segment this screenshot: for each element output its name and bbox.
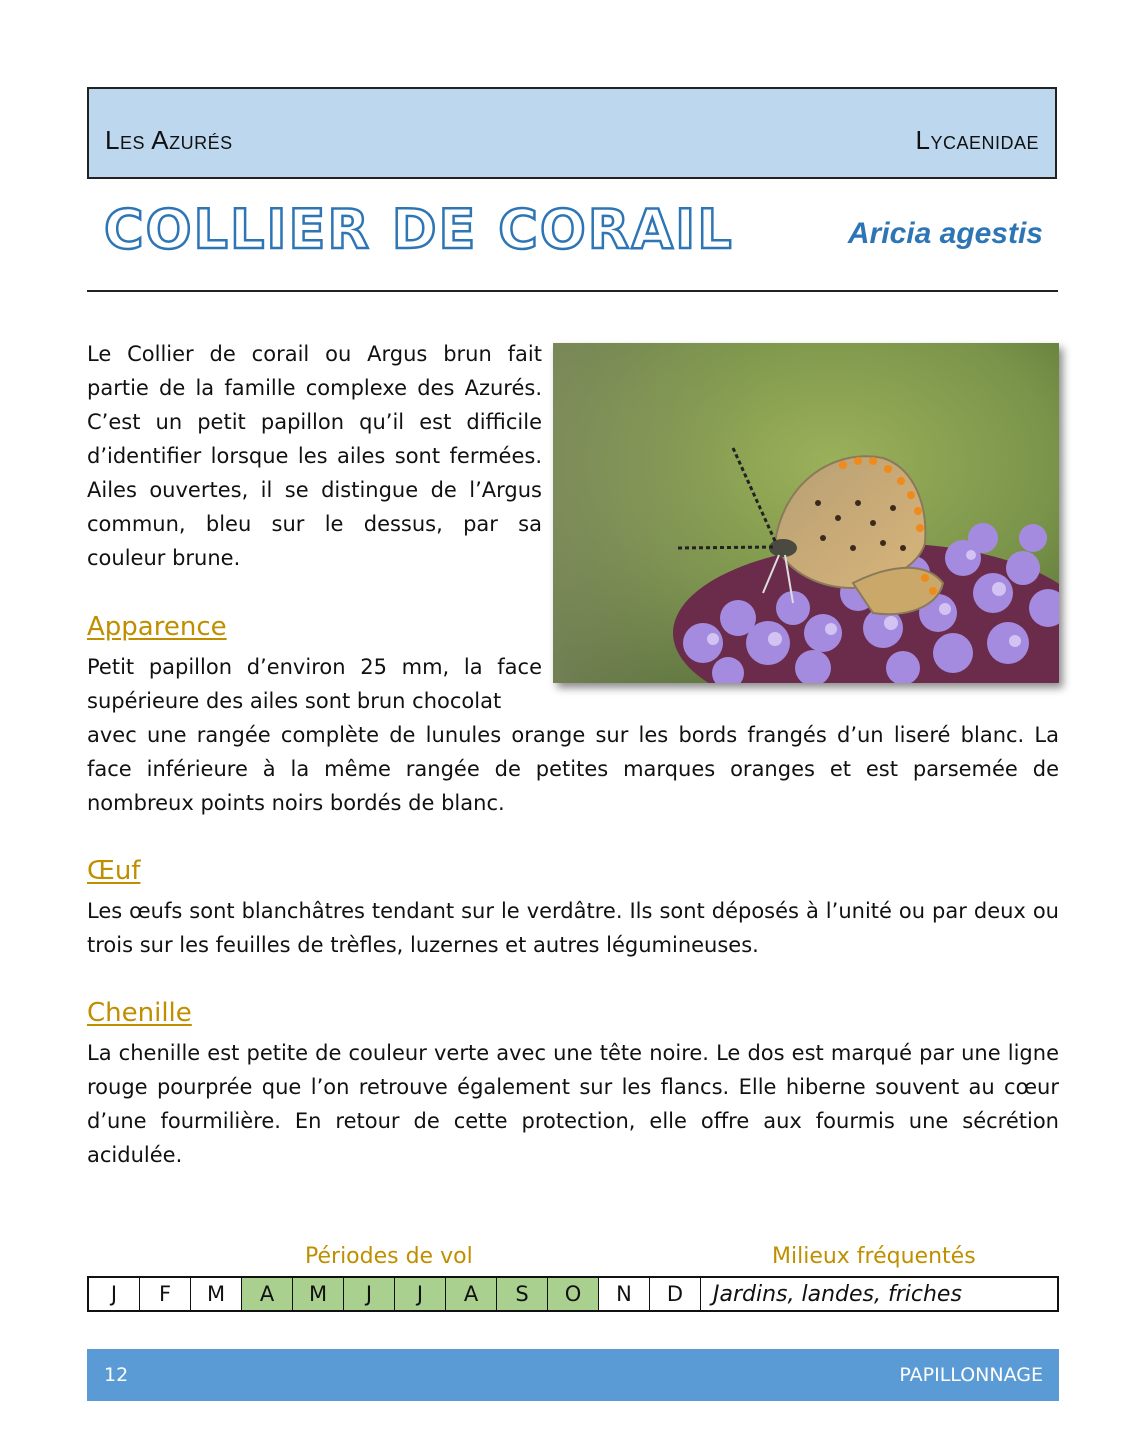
caterpillar-text: La chenille est petite de couleur verte avec une tête noire. Le dos est marqué par une ligne rouge pourprée que l’on retrouve également sur les flancs. Elle hiberne souvent au cœur d’une fourmilière. En retour de cette protection, elle offre aux fourmis une sécrétion acidulée. [87, 1041, 1059, 1167]
page-footer [87, 1349, 1059, 1401]
title-divider [87, 290, 1058, 292]
month-cell: M [293, 1278, 344, 1310]
month-cell: S [497, 1278, 548, 1310]
egg-heading: Œuf [87, 856, 141, 886]
footer-title: PAPILLONNAGE [899, 1364, 1043, 1386]
species-common-name: COLLIER DE CORAIL [104, 198, 734, 261]
habitat-cell: Jardins, landes, friches [713, 1281, 962, 1307]
month-cell: J [395, 1278, 446, 1310]
appearance-text-part2: avec une rangée complète de lunules orange sur les bords frangés d’un liseré blanc. La face inférieure à la même rangée de petites marques oranges et est parsemée de nombreux points noirs bordés de blanc. [87, 723, 1059, 815]
family-name: Les Azurés [105, 125, 233, 155]
caterpillar-heading: Chenille [87, 998, 192, 1028]
month-cell: D [650, 1278, 701, 1310]
habitats-label: Milieux fréquentés [772, 1244, 976, 1269]
appearance-heading: Apparence [87, 612, 227, 642]
flight-periods-label: Périodes de vol [305, 1244, 473, 1269]
egg-text: Les œufs sont blanchâtres tendant sur le verdâtre. Ils sont déposés à l’unité ou par deux ou trois sur les feuilles de trèfles, luzernes et autres légumineuses. [87, 899, 1059, 957]
month-cell: N [599, 1278, 650, 1310]
month-cell: J [89, 1278, 140, 1310]
header-box [87, 87, 1057, 179]
month-cell: J [344, 1278, 395, 1310]
month-cell: A [446, 1278, 497, 1310]
appearance-text-part1: Petit papillon d’environ 25 mm, la face supérieure des ailes sont brun chocolat [87, 655, 542, 713]
month-cell: A [242, 1278, 293, 1310]
page-number: 12 [104, 1364, 129, 1386]
butterfly-photo [553, 343, 1059, 683]
flight-period-table [87, 1276, 1059, 1312]
month-cell: M [191, 1278, 242, 1310]
month-cell: O [548, 1278, 599, 1310]
species-scientific-name: Aricia agestis [847, 217, 1043, 250]
month-cell: F [140, 1278, 191, 1310]
family-latin-name: Lycaenidae [915, 125, 1039, 155]
intro-paragraph: Le Collier de corail ou Argus brun fait partie de la famille complexe des Azurés. C’est un petit papillon qu’il est difficile d’identifier lorsque les ailes sont fermées. Ailes ouvertes, il se distingue de l’Argus commun, bleu sur le dessus, par sa couleur brune. [87, 342, 542, 570]
